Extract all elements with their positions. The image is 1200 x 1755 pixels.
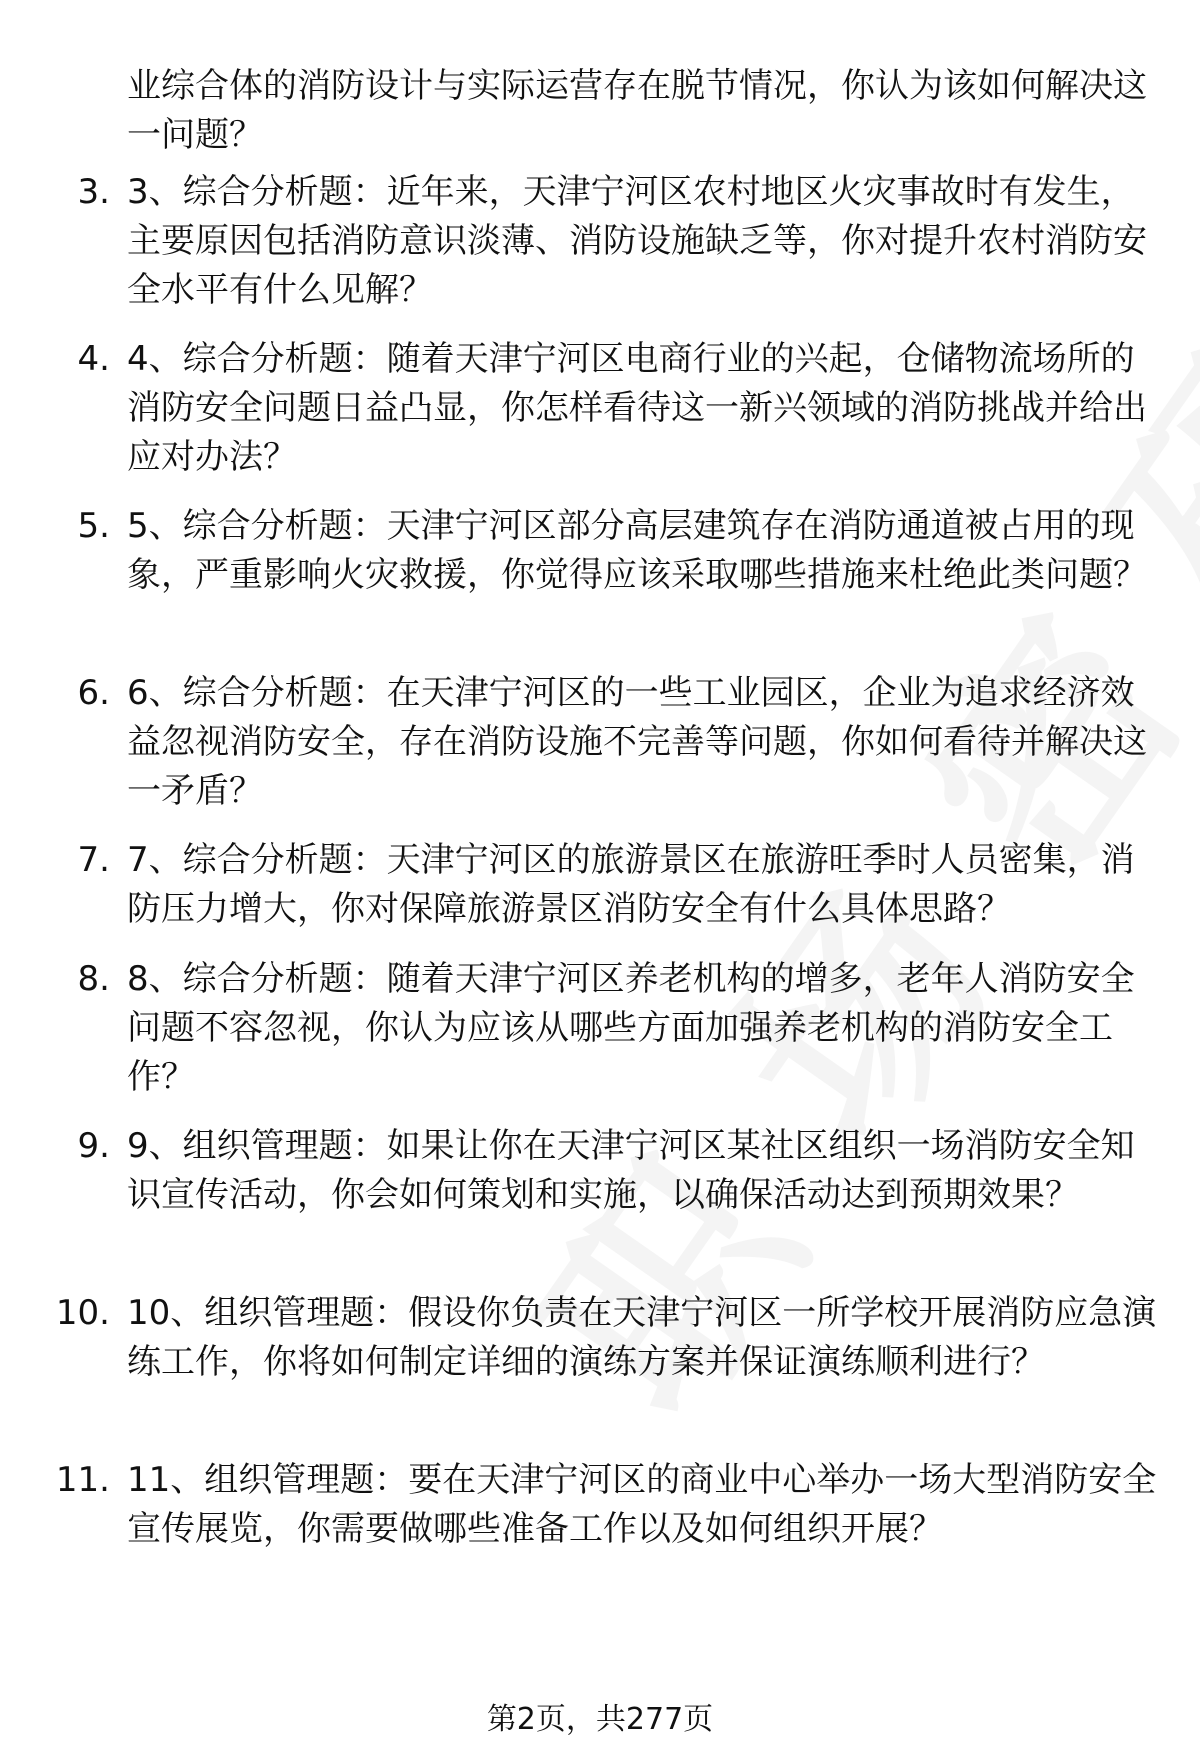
list-item-number: 4. <box>77 339 110 379</box>
list-item-text: 6、综合分析题：在天津宁河区的一些工业园区，企业为追求经济效益忽视消防安全，存在消防设施不完善等问题，你如何看待并解决这一矛盾？ <box>127 673 1147 811</box>
list-item-text: 3、综合分析题：近年来，天津宁河区农村地区火灾事故时有发生，主要原因包括消防意识淡薄、消防设施缺乏等，你对提升农村消防安全水平有什么见解？ <box>127 172 1147 310</box>
continuation-paragraph: 业综合体的消防设计与实际运营存在脱节情况，你认为该如何解决这一问题？ <box>127 66 1147 155</box>
list-item-number: 9. <box>77 1126 110 1166</box>
list-item-text: 10、组织管理题：假设你负责在天津宁河区一所学校开展消防应急演练工作，你将如何制定详细的演练方案并保证演练顺利进行？ <box>127 1293 1157 1382</box>
list-item-text: 11、组织管理题：要在天津宁河区的商业中心举办一场大型消防安全宣传展览，你需要做哪些准备工作以及如何组织开展？ <box>127 1460 1157 1549</box>
list-item-text: 9、组织管理题：如果让你在天津宁河区某社区组织一场消防安全知识宣传活动，你会如何策划和实施，以确保活动达到预期效果？ <box>127 1126 1135 1215</box>
list-item-number: 10. <box>55 1293 110 1333</box>
list-item-text: 8、综合分析题：随着天津宁河区养老机构的增多，老年人消防安全问题不容忽视，你认为应该从哪些方面加强养老机构的消防安全工作？ <box>127 959 1135 1097</box>
list-item-text: 4、综合分析题：随着天津宁河区电商行业的兴起，仓储物流场所的消防安全问题日益凸显，你怎样看待这一新兴领域的消防挑战并给出应对办法？ <box>127 339 1147 477</box>
list-item-number: 5. <box>77 506 110 546</box>
list-item-text: 7、综合分析题：天津宁河区的旅游景区在旅游旺季时人员密集，消防压力增大，你对保障旅游景区消防安全有什么具体思路？ <box>127 840 1135 929</box>
list-item-number: 6. <box>77 673 110 713</box>
list-item-number: 11. <box>55 1460 110 1500</box>
page-footer: 第2页，共277页 <box>486 1702 714 1737</box>
list-item-number: 8. <box>77 959 110 999</box>
list-item-number: 3. <box>77 172 110 212</box>
list-item-number: 7. <box>77 840 110 880</box>
list-item-text: 5、综合分析题：天津宁河区部分高层建筑存在消防通道被占用的现象，严重影响火灾救援，你觉得应该采取哪些措施来杜绝此类问题？ <box>127 506 1147 595</box>
